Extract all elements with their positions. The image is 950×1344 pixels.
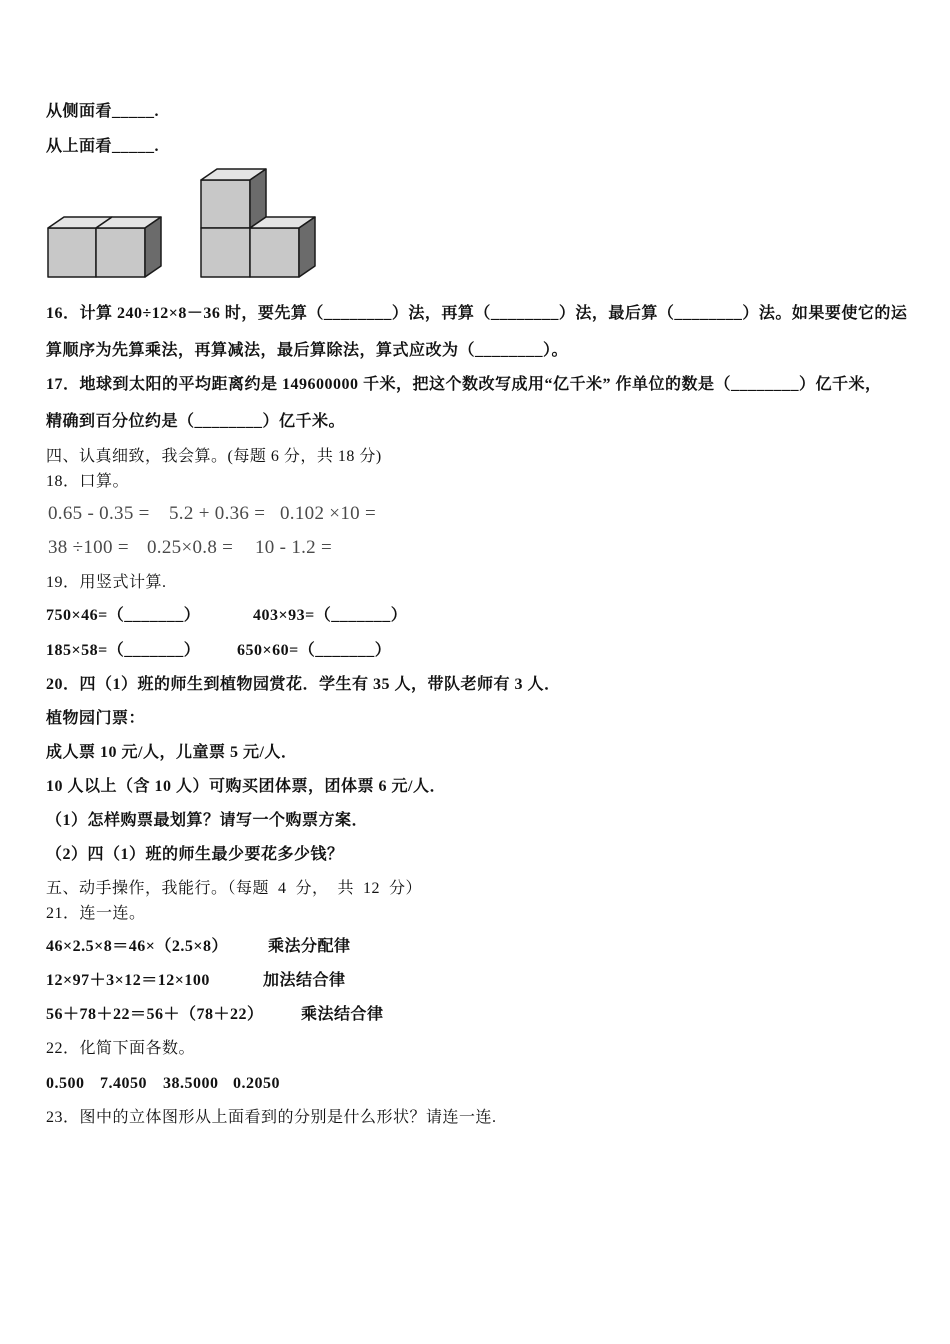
ticket-heading: 植物园门票：: [46, 710, 146, 727]
question-19-title: 19．用竖式计算.: [46, 574, 167, 591]
vertical-calc-item: 750×46=（_______）: [46, 607, 201, 624]
match-expression: 46×2.5×8＝46×（2.5×8）: [46, 938, 228, 955]
match-expression: 56＋78＋22＝56＋（78＋22）: [46, 1006, 264, 1023]
ticket-price: 成人票 10 元/人，儿童票 5 元/人．: [46, 744, 298, 761]
mental-math-expression: 5.2 + 0.36 =: [169, 503, 266, 524]
cube-front-face: [96, 228, 145, 277]
cube-front-face: [201, 180, 250, 228]
question-21-title: 21．连一连。: [46, 905, 146, 922]
cube-front-face: [250, 228, 299, 277]
question-16-line-2: 算顺序为先算乘法，再算减法，最后算除法，算式应改为（________）。: [46, 342, 569, 359]
question-18-title: 18．口算。: [46, 473, 130, 490]
cube-front-face: [48, 228, 96, 277]
cube-figures: [0, 160, 330, 285]
mental-math-expression: 38 ÷100 =: [48, 537, 129, 558]
question-20-sub-1: （1）怎样购票最划算？请写一个购票方案．: [46, 812, 369, 829]
simplify-number: 0.500: [46, 1075, 85, 1092]
match-law: 乘法分配律: [268, 938, 351, 955]
match-expression: 12×97＋3×12＝12×100: [46, 972, 210, 989]
top-view-prompt: 从上面看_____.: [46, 138, 160, 155]
group-ticket-rule: 10 人以上（含 10 人）可购买团体票，团体票 6 元/人．: [46, 778, 446, 795]
match-law: 乘法结合律: [301, 1006, 384, 1023]
section-5-heading: 五、动手操作，我能行。（每题 4 分， 共 12 分）: [46, 880, 423, 897]
cube-side-face: [145, 217, 161, 277]
question-20-sub-2: （2）四（1）班的师生最少要花多少钱？: [46, 846, 344, 863]
cube-front-face: [201, 228, 250, 277]
cube-figure-two-in-row: [48, 217, 161, 277]
mental-math-expression: 10 - 1.2 =: [255, 537, 333, 558]
mental-math-expression: 0.25×0.8 =: [147, 537, 234, 558]
question-22-title: 22．化简下面各数。: [46, 1040, 196, 1057]
question-23-title: 23．图中的立体图形从上面看到的分别是什么形状？请连一连.: [46, 1109, 497, 1126]
simplify-number: 7.4050: [100, 1075, 147, 1092]
mental-math-expression: 0.65 - 0.35 =: [48, 503, 150, 524]
side-view-prompt: 从侧面看_____.: [46, 103, 160, 120]
cube-side-face: [299, 217, 315, 277]
question-17-line-1: 17．地球到太阳的平均距离约是 149600000 千米，把这个数改写成用“亿千米” 作单位的数是（________）亿千米，: [46, 376, 882, 393]
section-4-heading: 四、认真细致，我会算。(每题 6 分，共 18 分): [46, 448, 382, 465]
vertical-calc-item: 403×93=（_______）: [253, 607, 408, 624]
vertical-calc-item: 185×58=（_______）: [46, 642, 201, 659]
question-20-title: 20．四（1）班的师生到植物园赏花．学生有 35 人，带队老师有 3 人．: [46, 676, 561, 693]
match-law: 加法结合律: [263, 972, 346, 989]
simplify-number: 0.2050: [233, 1075, 280, 1092]
question-17-line-2: 精确到百分位约是（________）亿千米。: [46, 413, 346, 430]
mental-math-expression: 0.102 ×10 =: [280, 503, 376, 524]
question-16-line-1: 16．计算 240÷12×8－36 时，要先算（________）法，再算（________）法，最后算（________）法。如果要使它的运: [46, 305, 908, 322]
cube-figure-l-shape: [201, 169, 315, 277]
vertical-calc-item: 650×60=（_______）: [237, 642, 392, 659]
simplify-number: 38.5000: [163, 1075, 219, 1092]
